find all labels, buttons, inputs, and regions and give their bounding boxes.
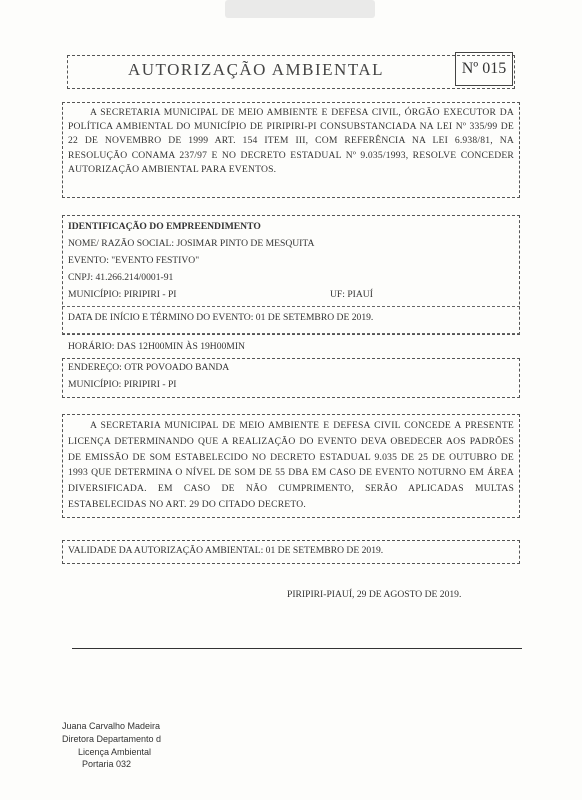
event-label: EVENTO: xyxy=(68,255,109,266)
license-paragraph: A SECRETARIA MUNICIPAL DE MEIO AMBIENTE E DEFESA CIVIL CONCEDE A PRESENTE LICENÇA DETERMINANDO QUE A REALIZAÇÃO DO EVENTO DEVA OBEDECER AOS PADRÕES DE EMISSÃO DE SOM ESTABELECIDO NO DECRETO ESTADUAL 9.035 DE 25 DE OUTUBRO DE 1993 QUE DETERMINA O NÍVEL DE SOM DE 55 DBA EM CASO DE EVENTO NOTURNO EM ÁREA DIVERSIFICADA. EM CASO DE NÃO CUMPRIMENTO, SERÃO APLICADAS MULTAS ESTABELECIDAS NO ART. 29 DO CITADO DECRETO. xyxy=(68,420,514,510)
signature-name: Juana Carvalho Madeira xyxy=(62,721,161,731)
municipio-label: MUNICÍPIO: xyxy=(68,289,122,300)
uf-row xyxy=(330,289,373,300)
intro-paragraph: A SECRETARIA MUNICIPAL DE MEIO AMBIENTE E DEFESA CIVIL, ÓRGÃO EXECUTOR DA POLÍTICA AMBIENTAL DO MUNICÍPIO DE PIRIPIRI-PI CONSUBSTANCIADA NA LEI Nº 335/99 DE 22 DE NOVEMBRO DE 1999 ART. 154 ITEM III, COM REFERÊNCIA NA LEI 6.938/81, NA RESOLUÇÃO CONAMA 237/97 E NO DECRETO ESTADUAL Nº 9.035/1993, RESOLVE CONCEDER AUTORIZAÇÃO AMBIENTAL PARA EVENTOS. xyxy=(68,107,514,175)
signature-portaria: Portaria 032 xyxy=(82,759,132,769)
separator-2 xyxy=(62,333,520,334)
address-municipio: MUNICÍPIO: PIRIPIRI - PI xyxy=(68,379,177,390)
uf-value: PIAUÍ xyxy=(347,289,373,300)
cnpj-value: 41.266.214/0001-91 xyxy=(95,272,174,283)
document-title: AUTORIZAÇÃO AMBIENTAL xyxy=(128,60,385,79)
cnpj-row xyxy=(68,272,173,283)
top-scan-smudge xyxy=(225,0,375,18)
signature-title: Diretora Departamento d xyxy=(62,734,162,744)
signature-line xyxy=(72,648,522,649)
municipio-row xyxy=(68,289,177,300)
cnpj-label: CNPJ: xyxy=(68,272,94,283)
identification-heading: IDENTIFICAÇÃO DO EMPREENDIMENTO xyxy=(68,221,261,232)
validity-line: VALIDADE DA AUTORIZAÇÃO AMBIENTAL: 01 DE SETEMBRO DE 2019. xyxy=(68,545,384,556)
signature-department: Licença Ambiental xyxy=(78,747,152,757)
place-date: PIRIPIRI-PIAUÍ, 29 DE AGOSTO DE 2019. xyxy=(287,589,462,600)
event-row xyxy=(68,255,199,266)
event-value: "EVENTO FESTIVO" xyxy=(111,255,200,266)
address-line: ENDEREÇO: OTR POVOADO BANDA xyxy=(68,362,230,373)
authorization-number: Nº 015 xyxy=(455,52,513,86)
name-row xyxy=(68,238,314,249)
name-value: JOSIMAR PINTO DE MESQUITA xyxy=(176,238,315,249)
separator-1 xyxy=(62,306,520,307)
municipio-value: PIRIPIRI - PI xyxy=(123,289,177,300)
name-label: NOME/ RAZÃO SOCIAL: xyxy=(68,238,175,249)
event-dates: DATA DE INÍCIO E TÉRMINO DO EVENTO: 01 DE SETEMBRO DE 2019. xyxy=(68,312,374,323)
event-schedule: HORÁRIO: DAS 12H00MIN ÀS 19H00MIN xyxy=(68,341,245,352)
uf-label: UF: xyxy=(330,289,345,300)
